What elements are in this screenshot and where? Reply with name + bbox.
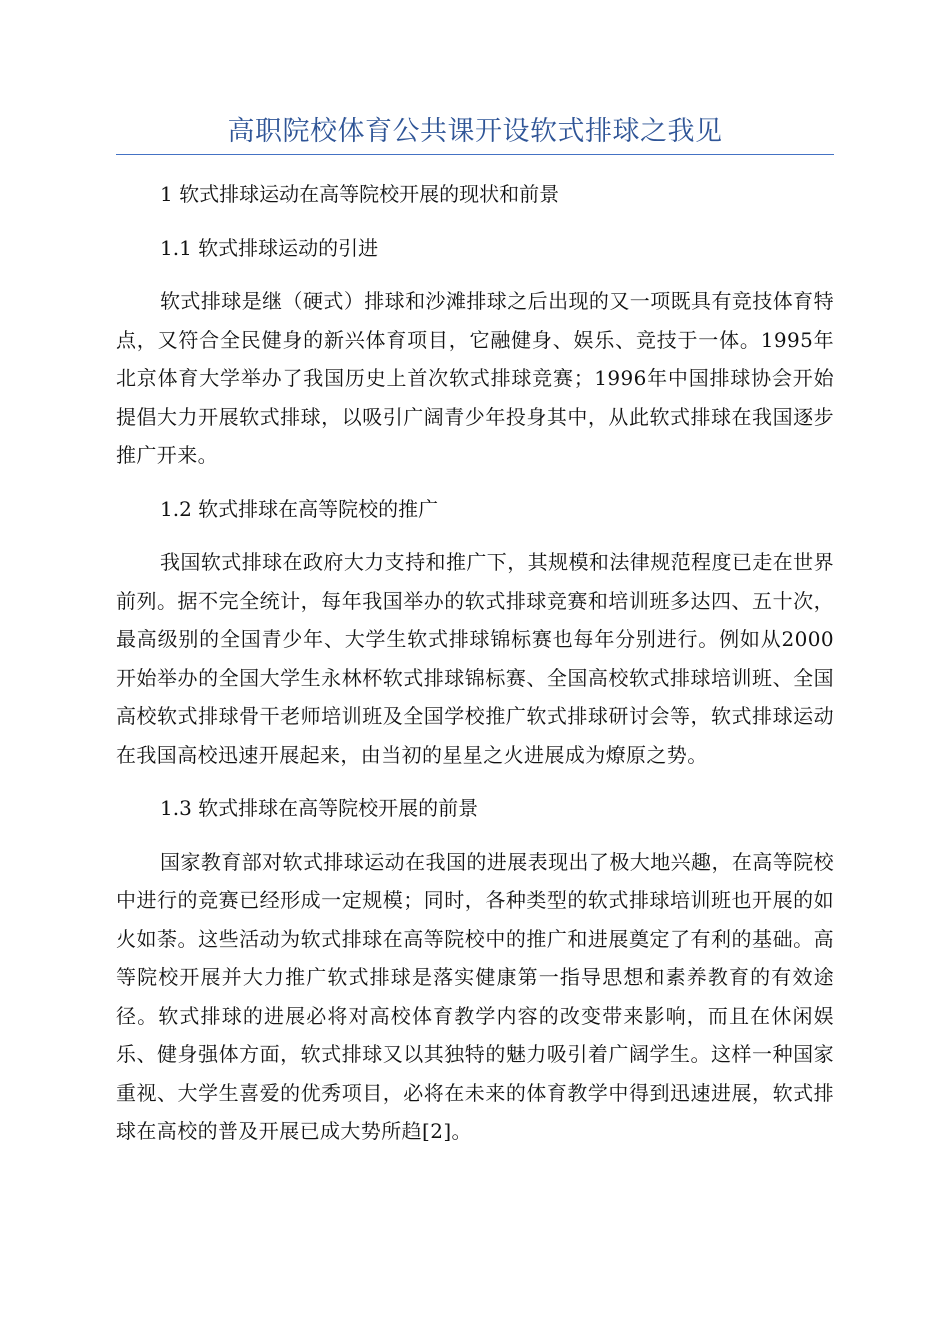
- title-underline: [116, 154, 834, 155]
- section-heading-1-2: 1.2 软式排球在高等院校的推广: [160, 496, 439, 521]
- paragraph-promotion: 我国软式排球在政府大力支持和推广下，其规模和法律规范程度已走在世界前列。据不完全统计，每年我国举办的软式排球竞赛和培训班多达四、五十次，最高级别的全国青少年、大学生软式排球锦标赛也每年分别进行。例如从2000开始举办的全国大学生永林杯软式排球锦标赛、全国高校软式排球培训班、全国高校软式排球骨干老师培训班及全国学校推广软式排球研讨会等，软式排球运动在我国高校迅速开展起来，由当初的星星之火进展成为燎原之势。: [116, 550, 834, 767]
- document-body: [116, 175, 834, 1166]
- paragraph-introduction: 软式排球是继（硬式）排球和沙滩排球之后出现的又一项既具有竞技体育特点，又符合全民健身的新兴体育项目，它融健身、娱乐、竞技于一体。1995年北京体育大学举办了我国历史上首次软式排球竞赛；1996年中国排球协会开始提倡大力开展软式排球，以吸引广阔青少年投身其中，从此软式排球在我国逐步推广开来。: [116, 289, 834, 467]
- section-heading-1-1: 1.1 软式排球运动的引进: [160, 235, 379, 260]
- document-title: 高职院校体育公共课开设软式排球之我见: [227, 116, 723, 147]
- section-heading-1: 1 软式排球运动在高等院校开展的现状和前景: [160, 182, 560, 206]
- paragraph-prospects: 国家教育部对软式排球运动在我国的进展表现出了极大地兴趣，在高等院校中进行的竞赛已经形成一定规模；同时，各种类型的软式排球培训班也开展的如火如荼。这些活动为软式排球在高等院校中的推广和进展奠定了有利的基础。高等院校开展并大力推广软式排球是落实健康第一指导思想和素养教育的有效途径。软式排球的进展必将对高校体育教学内容的改变带来影响，而且在休闲娱乐、健身强体方面，软式排球又以其独特的魅力吸引着广阔学生。这样一种国家重视、大学生喜爱的优秀项目，必将在未来的体育教学中得到迅速进展，软式排球在高校的普及开展已成大势所趋[2]。: [116, 849, 834, 1143]
- section-heading-1-3: 1.3 软式排球在高等院校开展的前景: [160, 796, 479, 820]
